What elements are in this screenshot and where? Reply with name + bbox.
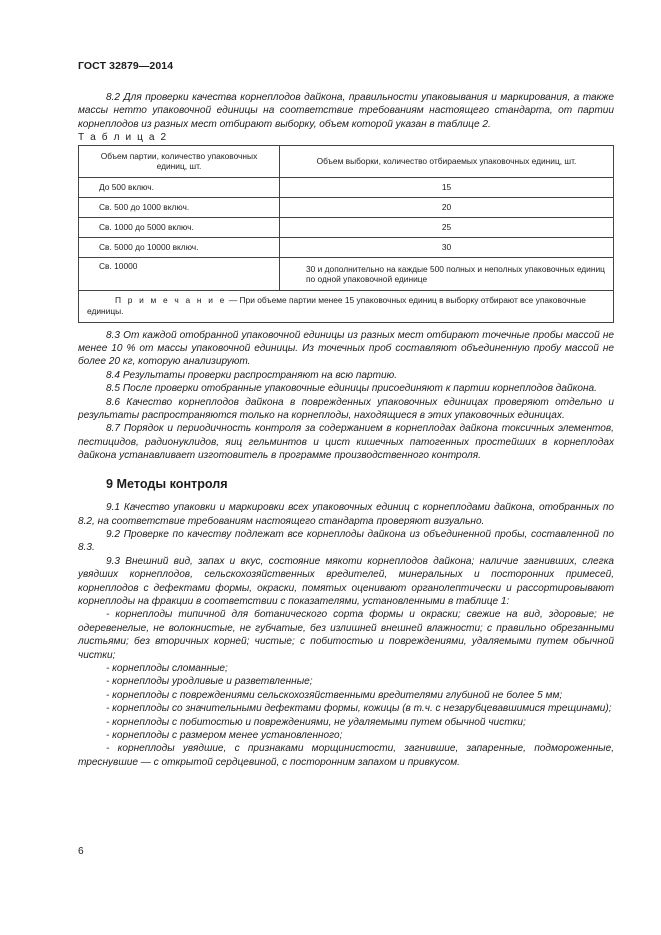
document-header: ГОСТ 32879—2014 [78, 60, 174, 72]
table-row [79, 257, 614, 290]
sample-size-table [78, 145, 614, 323]
section-9-title: 9 Методы контроля [106, 476, 228, 491]
table-cell-sample: 20 [280, 197, 614, 217]
list-item: - корнеплоды типичной для ботанического сорта формы и окраски; свежие на вид, здоровые; не одеревенелые, не волокнистые, не губчатые, без излишней внешней влажности; с правильно обрезанными листьями; без вторичных корней; чистые; с побитостью и повреждениями, удаляемыми путем обычной чистки; [78, 609, 614, 661]
list-item: - корнеплоды уродливые и разветвленные; [106, 676, 313, 688]
list-item: - корнеплоды со значительными дефектами формы, кожицы (в т.ч. с незарубцевавшимися трещинами); [106, 703, 612, 715]
table-cell-sample: 30 [280, 237, 614, 257]
table-cell-lot: Св. 500 до 1000 включ. [79, 197, 280, 217]
table-cell-lot: Св. 10000 [79, 257, 280, 290]
table-note-text: — При объеме партии менее 15 упаковочных единиц в выборку отбирают все упаковочные единицы. [87, 295, 586, 317]
table-note-row [79, 290, 614, 322]
table-cell-sample: 25 [280, 217, 614, 237]
table-caption: Т а б л и ц а 2 [78, 132, 168, 144]
list-item: - корнеплоды сломанные; [106, 662, 228, 674]
list-item: - корнеплоды с побитостью и повреждениями, не удаляемыми путем обычной чистки; [106, 716, 526, 728]
list-item: - корнеплоды с повреждениями сельскохозяйственными вредителями глубиной не более 5 мм; [106, 689, 563, 701]
table-cell-sample: 15 [280, 177, 614, 197]
paragraph-8-7: 8.7 Порядок и периодичность контроля за содержанием в корнеплодах дайкона токсичных элементов, пестицидов, радионуклидов, яиц гельминтов и цист кишечных патогенных простейших в корнеплодах дайкона устанавливает изготовитель в программе производственного контроля. [78, 423, 614, 462]
paragraph-8-5: 8.5 После проверки отобранные упаковочные единицы присоединяют к партии корнеплодов дайкона. [106, 383, 597, 395]
table-header-row [79, 145, 614, 177]
paragraph-8-2: 8.2 Для проверки качества корнеплодов дайкона, правильности упаковывания и маркирования, а также массы нетто упаковочной единицы на соответствие требованиям настоящего стандарта, от партии корнеплодов из разных мест отбирают выборку, объем которой указан в таблице 2. [78, 92, 614, 130]
table-cell-lot: Св. 5000 до 10000 включ. [79, 237, 280, 257]
table-cell-lot: Св. 1000 до 5000 включ. [79, 217, 280, 237]
table-cell-lot: До 500 включ. [79, 177, 280, 197]
table-row [79, 237, 614, 257]
table-note-wrap [87, 295, 605, 317]
paragraph-9-2: 9.2 Проверке по качеству подлежат все корнеплоды дайкона из объединенной пробы, составленной по 8.3. [78, 528, 614, 554]
paragraph-8-4: 8.4 Результаты проверки распространяют на всю партию. [106, 369, 398, 381]
page-number: 6 [78, 846, 84, 857]
table-row [79, 177, 614, 197]
list-item: - корнеплоды увядшие, с признаками морщинистости, загнившие, запаренные, подмороженные, треснувшие — с открытой сердцевиной, с посторонним запахом и привкусом. [78, 743, 614, 768]
document-body [78, 91, 614, 769]
table-note [79, 290, 614, 322]
paragraph-9-3: 9.3 Внешний вид, запах и вкус, состояние мякоти корнеплодов дайкона; наличие загнивших, слегка увядших корнеплодов, сельскохозяйственных вредителей, минеральных и посторонних примесей, корнеплодов с дефектами формы, окраски, помятых оценивают органолептически и рассортировывают корнеплоды на фракции в соответствии с показателями, установленными в таблице 1: [78, 555, 614, 607]
table-cell-sample: 30 и дополнительно на каждые 500 полных и неполных упаковочных единиц по одной упаковочной единице [280, 257, 614, 290]
table-row [79, 217, 614, 237]
paragraph-9-1: 9.1 Качество упаковки и маркировки всех упаковочных единиц с корнеплодами дайкона, отобранных по 8.2, на соответствие требованиям настоящего стандарта проверяют визуально. [78, 502, 614, 527]
table-note-label: П р и м е ч а н и е [115, 295, 227, 306]
table-header-sample: Объем выборки, количество отбираемых упаковочных единиц, шт. [280, 145, 614, 177]
paragraph-8-3: 8.3 От каждой отобранной упаковочной единицы из разных мест отбирают точечные пробы массой не менее 10 % от массы упаковочной единицы. Из точечных проб составляют объединенную пробу массой не более 20 кг, которую анализируют. [78, 329, 614, 368]
paragraph-8-6: 8.6 Качество корнеплодов дайкона в поврежденных упаковочных единицах проверяют отдельно и результаты распространяются только на корнеплоды, находящиеся в этих упаковочных единицах. [78, 396, 614, 422]
list-item: - корнеплоды с размером менее установленного; [106, 730, 343, 741]
table-header-lot: Объем партии, количество упаковочных единиц, шт. [79, 145, 280, 177]
table-row [79, 197, 614, 217]
